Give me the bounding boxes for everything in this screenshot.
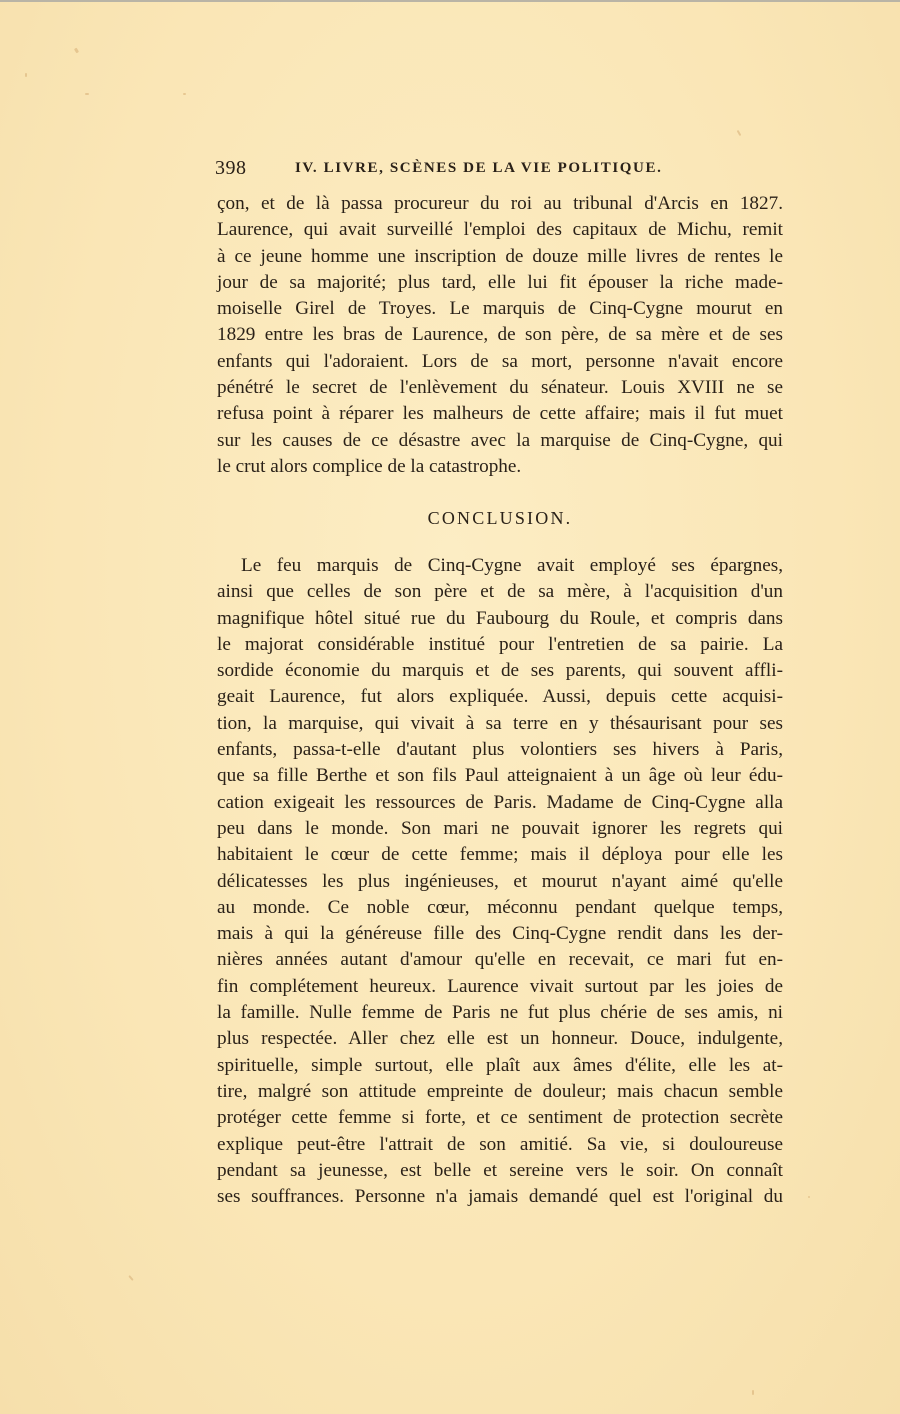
text-line: cation exigeait les ressources de Paris. Madame de Cinq-Cygne alla — [217, 791, 783, 813]
text-line: çon, et de là passa procureur du roi au tribunal d'Arcis en 1827. — [217, 193, 783, 214]
text-line: ainsi que celles de son père et de sa mère, à l'acquisition d'un — [217, 581, 783, 603]
text-line: enfants, passa-t-elle d'autant plus volontiers ses hivers à Paris, — [217, 739, 783, 761]
text-line: explique peut-être l'attrait de son amitié. Sa vie, si douloureuse — [217, 1133, 783, 1155]
text-line: que sa fille Berthe et son fils Paul atteignaient à un âge où leur édu- — [217, 765, 783, 787]
text-line: tion, la marquise, qui vivait à sa terre en y thésaurisant pour ses — [217, 712, 783, 734]
text-line: Laurence, qui avait surveillé l'emploi des capitaux de Michu, remit — [217, 219, 783, 241]
text-line: délicatesses les plus ingénieuses, et mourut n'ayant aimé qu'elle — [217, 870, 783, 892]
paper-speck — [737, 130, 742, 136]
scan-top-edge — [0, 0, 900, 2]
text-line: refusa point à réparer les malheurs de cette affaire; mais il fut muet — [217, 403, 783, 425]
text-line: tire, malgré son attitude empreinte de douleur; mais chacun semble — [217, 1080, 783, 1102]
text-line: nières années autant d'amour qu'elle en recevait, ce mari fut en- — [217, 949, 783, 971]
text-line: Le feu marquis de Cinq-Cygne avait employé ses épargnes, — [241, 555, 783, 576]
text-line: pénétré le secret de l'enlèvement du sénateur. Louis XVIII ne se — [217, 377, 783, 399]
text-line: enfants qui l'adoraient. Lors de sa mort, personne n'avait encore — [217, 350, 783, 372]
text-line: moiselle Girel de Troyes. Le marquis de Cinq-Cygne mourut en — [217, 298, 783, 320]
paper-speck — [808, 1196, 810, 1198]
paper-speck — [85, 93, 89, 95]
paper-speck — [74, 48, 79, 54]
text-line: magnifique hôtel situé rue du Faubourg du Roule, et compris dans — [217, 607, 783, 629]
text-line: au monde. Ce noble cœur, méconnu pendant quelque temps, — [217, 896, 783, 918]
text-line: à ce jeune homme une inscription de douze mille livres de rentes le — [217, 245, 783, 267]
paragraph-continued — [217, 191, 783, 480]
text-line: pendant sa jeunesse, est belle et sereine vers le soir. On connaît — [217, 1159, 783, 1181]
text-line: la famille. Nulle femme de Paris ne fut plus chérie de ses amis, ni — [217, 1002, 783, 1024]
text-line: spirituelle, simple surtout, elle plaît aux âmes d'élite, elle les at- — [217, 1054, 783, 1076]
text-line: jour de sa majorité; plus tard, elle lui fit épouser la riche made- — [217, 271, 783, 293]
text-line: mais à qui la généreuse fille des Cinq-Cygne rendit dans les der- — [217, 923, 783, 945]
text-line: habitaient le cœur de cette femme; mais il déploya pour elle les — [217, 844, 783, 866]
page-number: 398 — [215, 157, 247, 179]
text-line: sur les causes de ce désastre avec la marquise de Cinq-Cygne, qui — [217, 429, 783, 451]
text-line: ses souffrances. Personne n'a jamais demandé quel est l'original du — [217, 1186, 783, 1208]
text-line: 1829 entre les bras de Laurence, de son père, de sa mère et de ses — [217, 324, 783, 346]
running-title: IV. LIVRE, SCÈNES DE LA VIE POLITIQUE. — [295, 160, 663, 176]
paper-speck — [752, 1390, 754, 1395]
text-line: geait Laurence, fut alors expliquée. Aussi, depuis cette acquisi- — [217, 686, 783, 708]
section-heading: CONCLUSION. — [427, 508, 573, 528]
text-line: protéger cette femme si forte, et ce sentiment de protection secrète — [217, 1107, 783, 1129]
text-line: le crut alors complice de la catastrophe. — [217, 455, 522, 477]
text-line: sordide économie du marquis et de ses parents, qui souvent affli- — [217, 660, 783, 682]
paper-speck — [128, 1275, 133, 1281]
running-header — [215, 157, 785, 185]
paragraph-conclusion — [217, 553, 783, 1210]
text-line: le majorat considérable institué pour l'entretien de sa pairie. La — [217, 633, 783, 655]
paper-speck — [183, 93, 186, 95]
paper-speck — [25, 73, 27, 77]
text-line: plus respectée. Aller chez elle est un honneur. Douce, indulgente, — [217, 1028, 783, 1050]
text-line: fin complétement heureux. Laurence vivait surtout par les joies de — [217, 975, 783, 997]
text-line: peu dans le monde. Son mari ne pouvait ignorer les regrets qui — [217, 817, 783, 839]
